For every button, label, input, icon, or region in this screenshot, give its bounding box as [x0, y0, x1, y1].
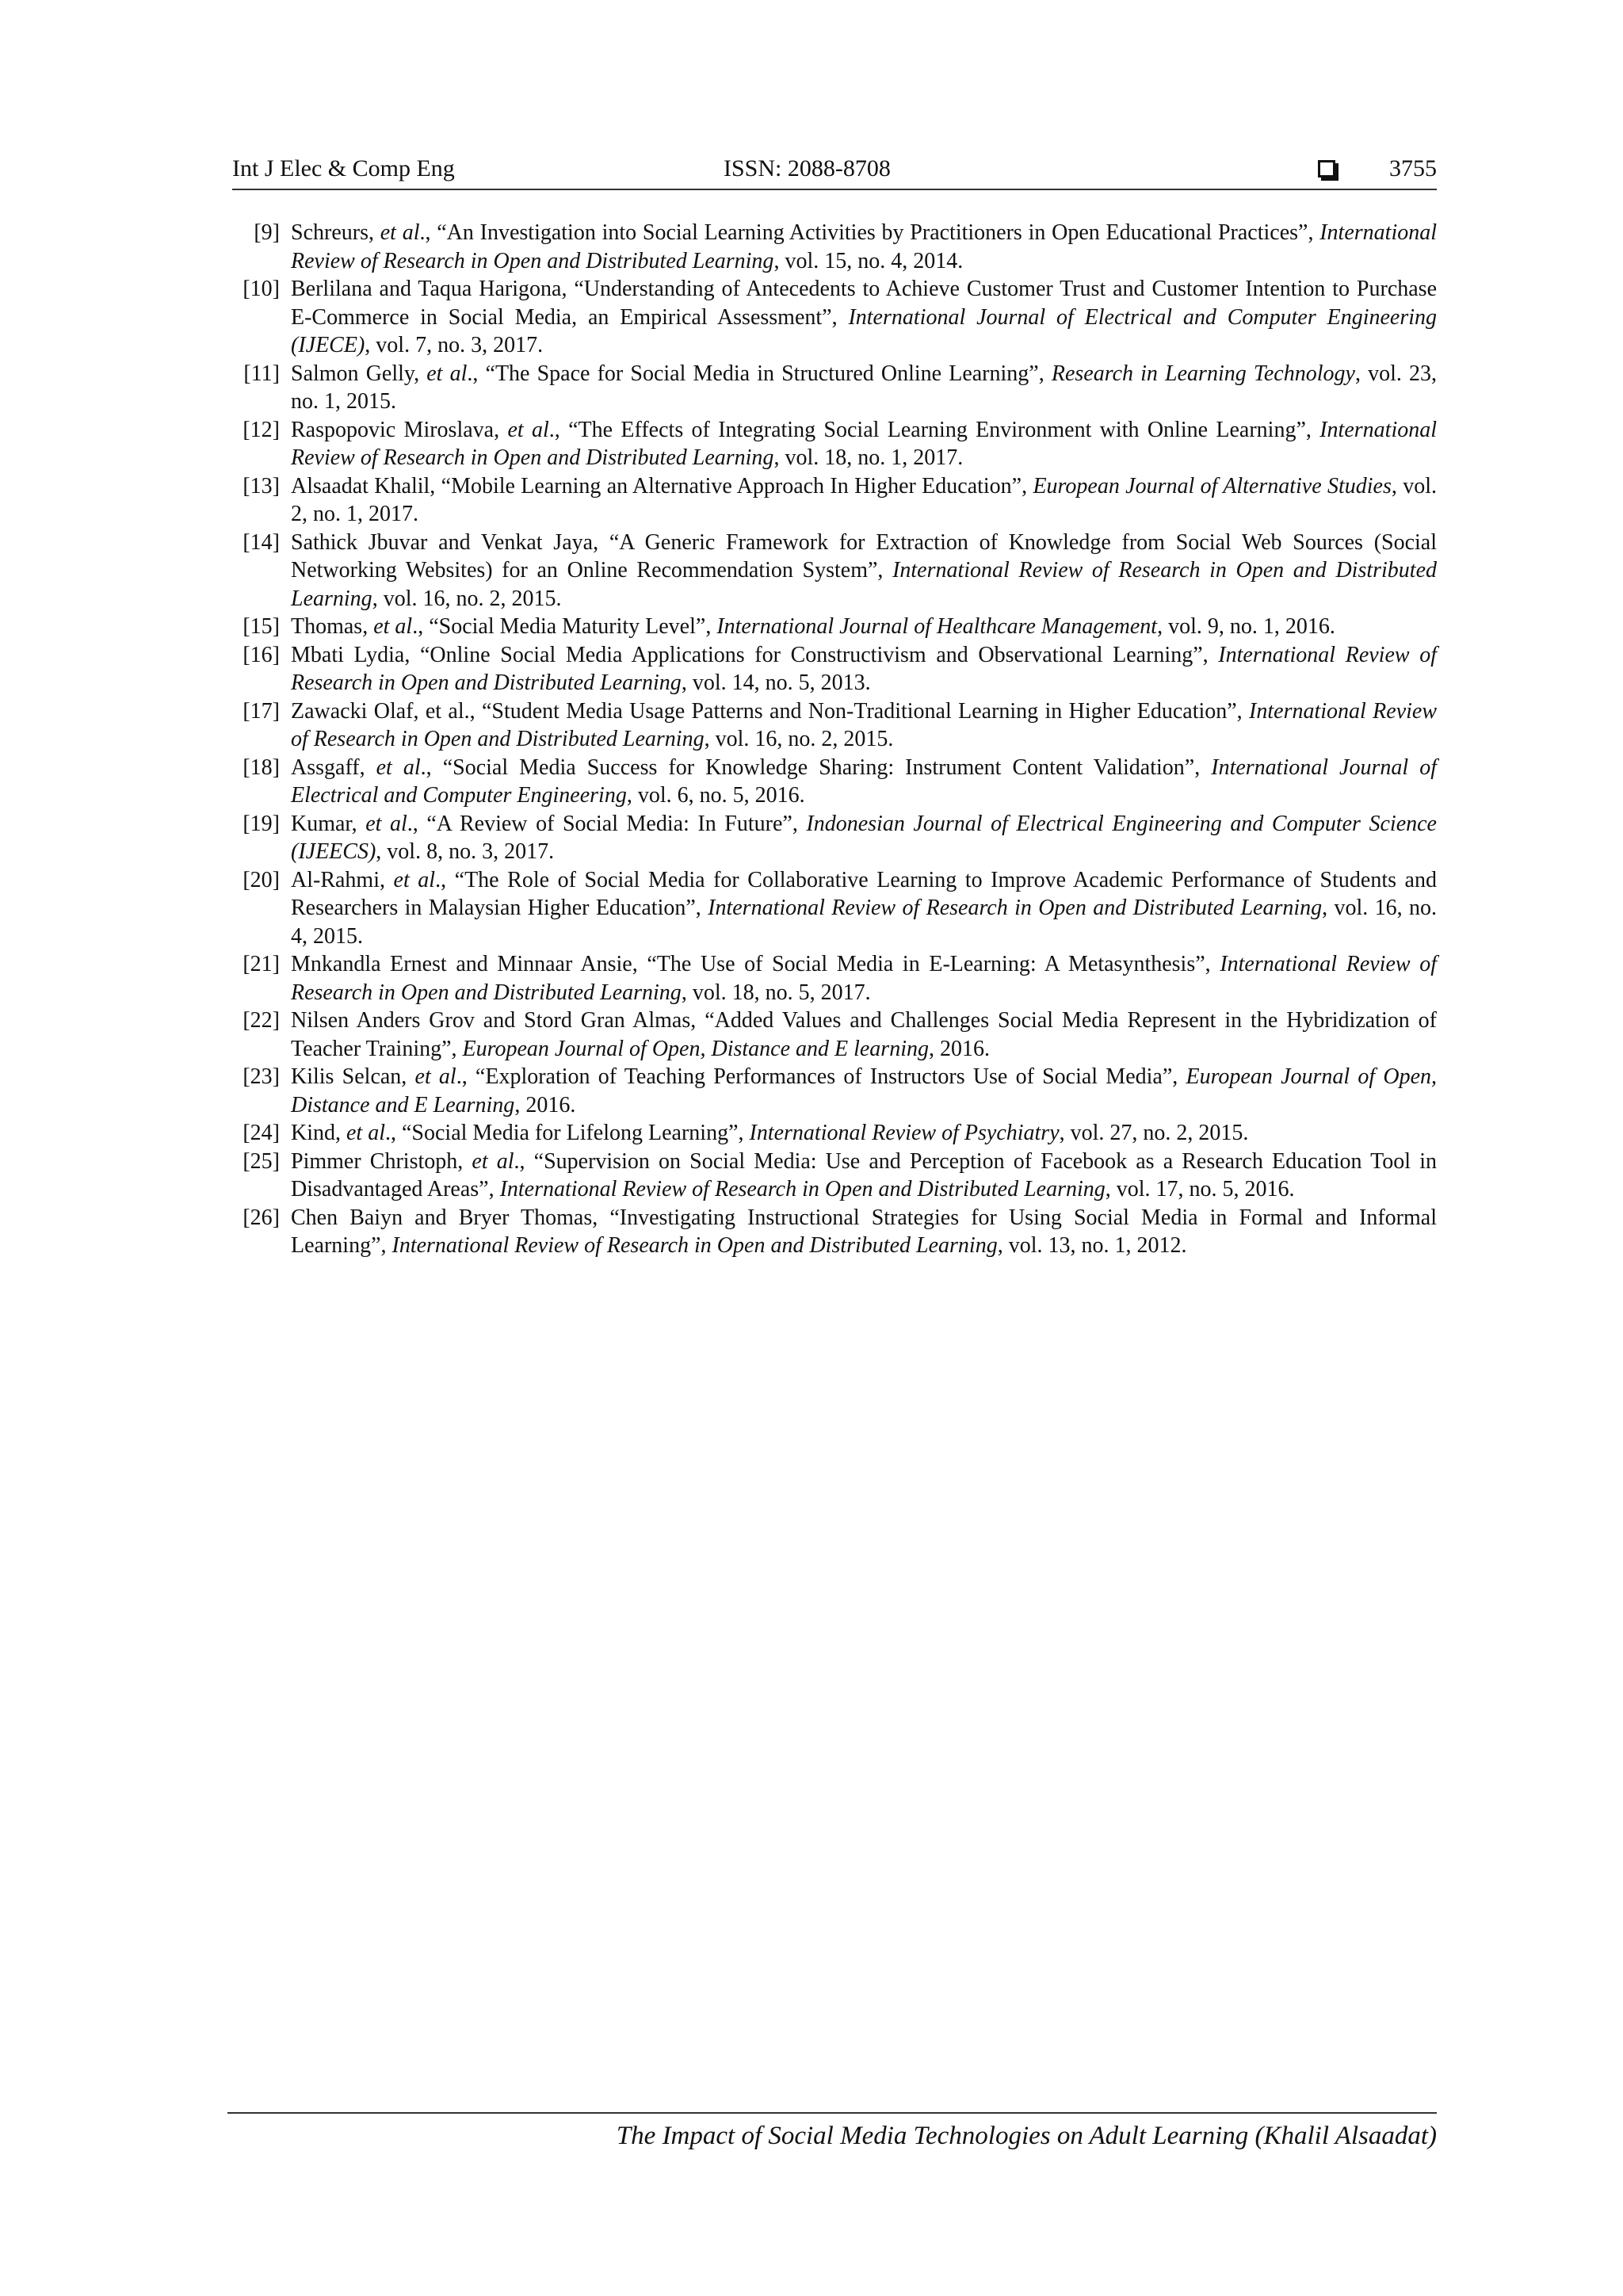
- et-al: et al: [393, 867, 436, 892]
- reference-authors: Mbati Lydia: [291, 642, 405, 667]
- et-al: et al: [365, 811, 407, 836]
- reference-title: ., “An Investigation into Social Learning Activities by Practitioners in Open Educational Practices”,: [419, 220, 1320, 245]
- reference-details: , 2016.: [928, 1036, 990, 1061]
- reference-authors: Raspopovic Miroslava,: [291, 417, 508, 442]
- reference-number: [26]: [242, 1205, 280, 1230]
- reference-title: ., “The Space for Social Media in Structured Online Learning”,: [467, 361, 1052, 386]
- reference-authors: Salmon Gelly,: [291, 361, 427, 386]
- reference-journal: International Review of Research in Open and Distributed Learning: [291, 220, 1437, 273]
- reference-details: , vol. 18, no. 1, 2017.: [773, 445, 964, 470]
- reference-title: , “A Generic Framework for Extraction of Knowledge from Social Web Sources (Social Networking Websites) for an Online Recommendation System”,: [291, 529, 1437, 583]
- reference-number: [25]: [242, 1148, 280, 1174]
- reference-authors: Mnkandla Ernest and Minnaar Ansie: [291, 952, 632, 976]
- reference-item: [232, 275, 1437, 360]
- reference-journal: International Journal of Electrical and Computer Engineering (IJECE): [291, 304, 1438, 357]
- reference-title: ., “Social Media for Lifelong Learning”,: [385, 1121, 750, 1145]
- reference-details: , vol. 27, no. 2, 2015.: [1059, 1121, 1249, 1145]
- reference-number: [22]: [242, 1008, 280, 1033]
- reference-text: [291, 360, 1437, 416]
- reference-details: , vol. 13, no. 1, 2012.: [997, 1233, 1187, 1258]
- reference-journal: Indonesian Journal of Electrical Engineering and Computer Science (IJEECS): [291, 811, 1437, 864]
- reference-details: , vol. 7, no. 3, 2017.: [365, 333, 544, 357]
- reference-authors: Pimmer Christoph,: [291, 1148, 472, 1174]
- reference-title: ., “The Effects of Integrating Social Learning Environment with Online Learning”,: [548, 417, 1320, 442]
- reference-details: , vol. 14, no. 5, 2013.: [681, 670, 871, 695]
- reference-journal: Research in Learning Technology: [1051, 361, 1355, 386]
- reference-number: [23]: [242, 1064, 280, 1089]
- page-number: 3755: [1389, 155, 1437, 181]
- reference-details: , vol. 18, no. 5, 2017.: [681, 980, 871, 1005]
- reference-journal: European Journal of Open, Distance and E learning: [462, 1036, 929, 1061]
- reference-authors: Sathick Jbuvar and Venkat Jaya: [291, 529, 594, 555]
- reference-text: [291, 613, 1437, 641]
- reference-authors: Nilsen Anders Grov and Stord Gran Almas: [291, 1008, 691, 1033]
- reference-title: , “Understanding of Antecedents to Achieve Customer Trust and Customer Intention to Purchase E-Commerce in Social Media, an Empirical Assessment”,: [291, 277, 1437, 330]
- reference-journal: European Journal of Open, Distance and E Learning: [291, 1064, 1438, 1117]
- reference-number: [15]: [242, 614, 280, 639]
- et-al: et al: [507, 417, 549, 442]
- reference-item: [232, 1007, 1437, 1063]
- reference-title: , “Student Media Usage Patterns and Non-Traditional Learning in Higher Education”,: [469, 698, 1250, 724]
- reference-item: [232, 1204, 1437, 1260]
- reference-item: [232, 950, 1437, 1007]
- reference-item: [232, 810, 1437, 866]
- reference-journal: International Review of Research in Open and Distributed Learning: [291, 952, 1437, 1005]
- reference-authors: Berlilana and Taqua Harigona: [291, 277, 562, 301]
- reference-number: [16]: [242, 642, 280, 667]
- reference-details: , vol. 6, no. 5, 2016.: [626, 783, 805, 808]
- reference-number: [17]: [242, 698, 280, 724]
- reference-journal: International Review of Research in Open and Distributed Learning: [291, 642, 1437, 695]
- reference-details: , vol. 23, no. 1, 2015.: [291, 361, 1437, 414]
- reference-item: [232, 1063, 1437, 1119]
- reference-item: [232, 416, 1437, 472]
- reference-text: [291, 472, 1437, 529]
- reference-text: [291, 275, 1437, 360]
- et-al: et al: [426, 361, 468, 386]
- reference-journal: International Journal of Healthcare Management: [716, 614, 1158, 639]
- et-al: et al: [380, 220, 420, 245]
- reference-journal: International Review of Psychiatry: [749, 1121, 1060, 1145]
- reference-number: [11]: [243, 361, 280, 386]
- reference-authors: Thomas,: [291, 614, 374, 639]
- reference-journal: International Review of Research in Open and Distributed Learning: [291, 417, 1437, 470]
- reference-item: [232, 219, 1437, 275]
- reference-text: [291, 1204, 1437, 1260]
- reference-journal: International Review of Research in Open and Distributed Learning: [499, 1177, 1106, 1201]
- reference-details: , vol. 16, no. 2, 2015.: [372, 586, 562, 611]
- reference-authors: Kilis Selcan,: [291, 1064, 415, 1089]
- reference-title: , “Investigating Instructional Strategies for Using Social Media in Formal and Informal Learning”,: [291, 1205, 1437, 1258]
- reference-item: [232, 641, 1437, 697]
- reference-text: [291, 529, 1437, 613]
- reference-number: [21]: [242, 952, 280, 976]
- reference-item: [232, 613, 1437, 641]
- reference-journal: European Journal of Alternative Studies: [1033, 473, 1392, 499]
- reference-number: [20]: [242, 867, 280, 892]
- reference-text: [291, 641, 1437, 697]
- running-title: The Impact of Social Media Technologies on Adult Learning (Khalil Alsaadat): [616, 2122, 1437, 2150]
- reference-journal: International Journal of Electrical and Computer Engineering: [291, 755, 1437, 808]
- reference-item: [232, 1119, 1437, 1148]
- journal-abbreviation: Int J Elec & Comp Eng: [232, 155, 455, 181]
- reference-title: , “Online Social Media Applications for Constructivism and Observational Learning”,: [404, 642, 1219, 667]
- reference-number: [12]: [242, 417, 280, 442]
- reference-details: , vol. 16, no. 4, 2015.: [291, 896, 1437, 949]
- reference-journal: International Review of Research in Open and Distributed Learning: [291, 558, 1437, 611]
- page-header: [232, 154, 1437, 190]
- reference-authors: Zawacki Olaf, et al.: [291, 698, 470, 724]
- reference-details: , vol. 17, no. 5, 2016.: [1105, 1177, 1295, 1201]
- reference-item: [232, 866, 1437, 951]
- reference-authors: Al-Rahmi,: [291, 867, 394, 892]
- reference-details: , 2016.: [514, 1092, 576, 1117]
- reference-text: [291, 416, 1437, 472]
- page-footer: [227, 2112, 1437, 2151]
- reference-text: [291, 1063, 1437, 1119]
- reference-text: [291, 810, 1437, 866]
- reference-text: [291, 697, 1437, 754]
- reference-title: ., “The Role of Social Media for Collaborative Learning to Improve Academic Performance of Students and Researchers in Malaysian Higher Education”,: [291, 867, 1437, 920]
- reference-title: , “Added Values and Challenges Social Media Represent in the Hybridization of Teacher Training”,: [291, 1008, 1437, 1061]
- reference-number: [24]: [242, 1121, 280, 1145]
- reference-authors: Kumar,: [291, 811, 366, 836]
- et-al: et al: [346, 1121, 385, 1145]
- reference-number: [13]: [242, 473, 280, 499]
- reference-title: , “Mobile Learning an Alternative Approach In Higher Education”,: [430, 473, 1033, 499]
- reference-details: , vol. 16, no. 2, 2015.: [704, 727, 894, 751]
- reference-title: ., “A Review of Social Media: In Future”,: [407, 811, 807, 836]
- reference-item: [232, 1148, 1437, 1204]
- reference-details: , vol. 9, no. 1, 2016.: [1157, 614, 1335, 639]
- reference-text: [291, 1119, 1437, 1148]
- reference-list: [232, 219, 1437, 1260]
- reference-number: [14]: [242, 529, 280, 555]
- reference-journal: International Review of Research in Open and Distributed Learning: [291, 698, 1438, 751]
- reference-item: [232, 754, 1437, 810]
- reference-item: [232, 529, 1437, 613]
- reference-title: ., “Social Media Success for Knowledge Sharing: Instrument Content Validation”,: [420, 755, 1212, 780]
- reference-number: [18]: [242, 755, 280, 780]
- et-al: et al: [414, 1064, 456, 1089]
- reference-journal: International Review of Research in Open and Distributed Learning: [391, 1233, 998, 1258]
- reference-text: [291, 866, 1437, 951]
- reference-item: [232, 360, 1437, 416]
- reference-text: [291, 754, 1437, 810]
- square-bullet-icon: [1318, 160, 1335, 178]
- reference-authors: Assgaff,: [291, 755, 376, 780]
- reference-number: [19]: [242, 811, 280, 836]
- reference-text: [291, 1007, 1437, 1063]
- reference-details: , vol. 15, no. 4, 2014.: [773, 248, 964, 273]
- reference-authors: Kind,: [291, 1121, 346, 1145]
- et-al: et al: [376, 755, 421, 780]
- reference-authors: Schreurs,: [291, 220, 380, 245]
- reference-item: [232, 472, 1437, 529]
- reference-item: [232, 697, 1437, 754]
- reference-text: [291, 1148, 1437, 1204]
- et-al: et al: [472, 1148, 514, 1174]
- issn-label: ISSN: 2088-8708: [724, 155, 891, 181]
- reference-authors: Chen Baiyn and Bryer Thomas: [291, 1205, 593, 1230]
- et-al: et al: [373, 614, 413, 639]
- reference-title: ., “Social Media Maturity Level”,: [412, 614, 717, 639]
- reference-title: ., “Supervision on Social Media: Use and Perception of Facebook as a Research Education Tool in Disadvantaged Areas”,: [291, 1148, 1437, 1201]
- reference-details: , vol. 8, no. 3, 2017.: [376, 839, 555, 864]
- reference-title: ., “Exploration of Teaching Performances of Instructors Use of Social Media”,: [456, 1064, 1186, 1089]
- reference-text: [291, 219, 1437, 275]
- reference-text: [291, 950, 1437, 1007]
- reference-details: , vol. 2, no. 1, 2017.: [291, 473, 1437, 526]
- reference-number: [10]: [242, 277, 280, 301]
- reference-journal: International Review of Research in Open and Distributed Learning: [708, 896, 1323, 920]
- reference-authors: Alsaadat Khalil: [291, 473, 430, 499]
- reference-title: , “The Use of Social Media in E-Learning: A Metasynthesis”,: [632, 952, 1220, 976]
- reference-number: [9]: [254, 220, 280, 245]
